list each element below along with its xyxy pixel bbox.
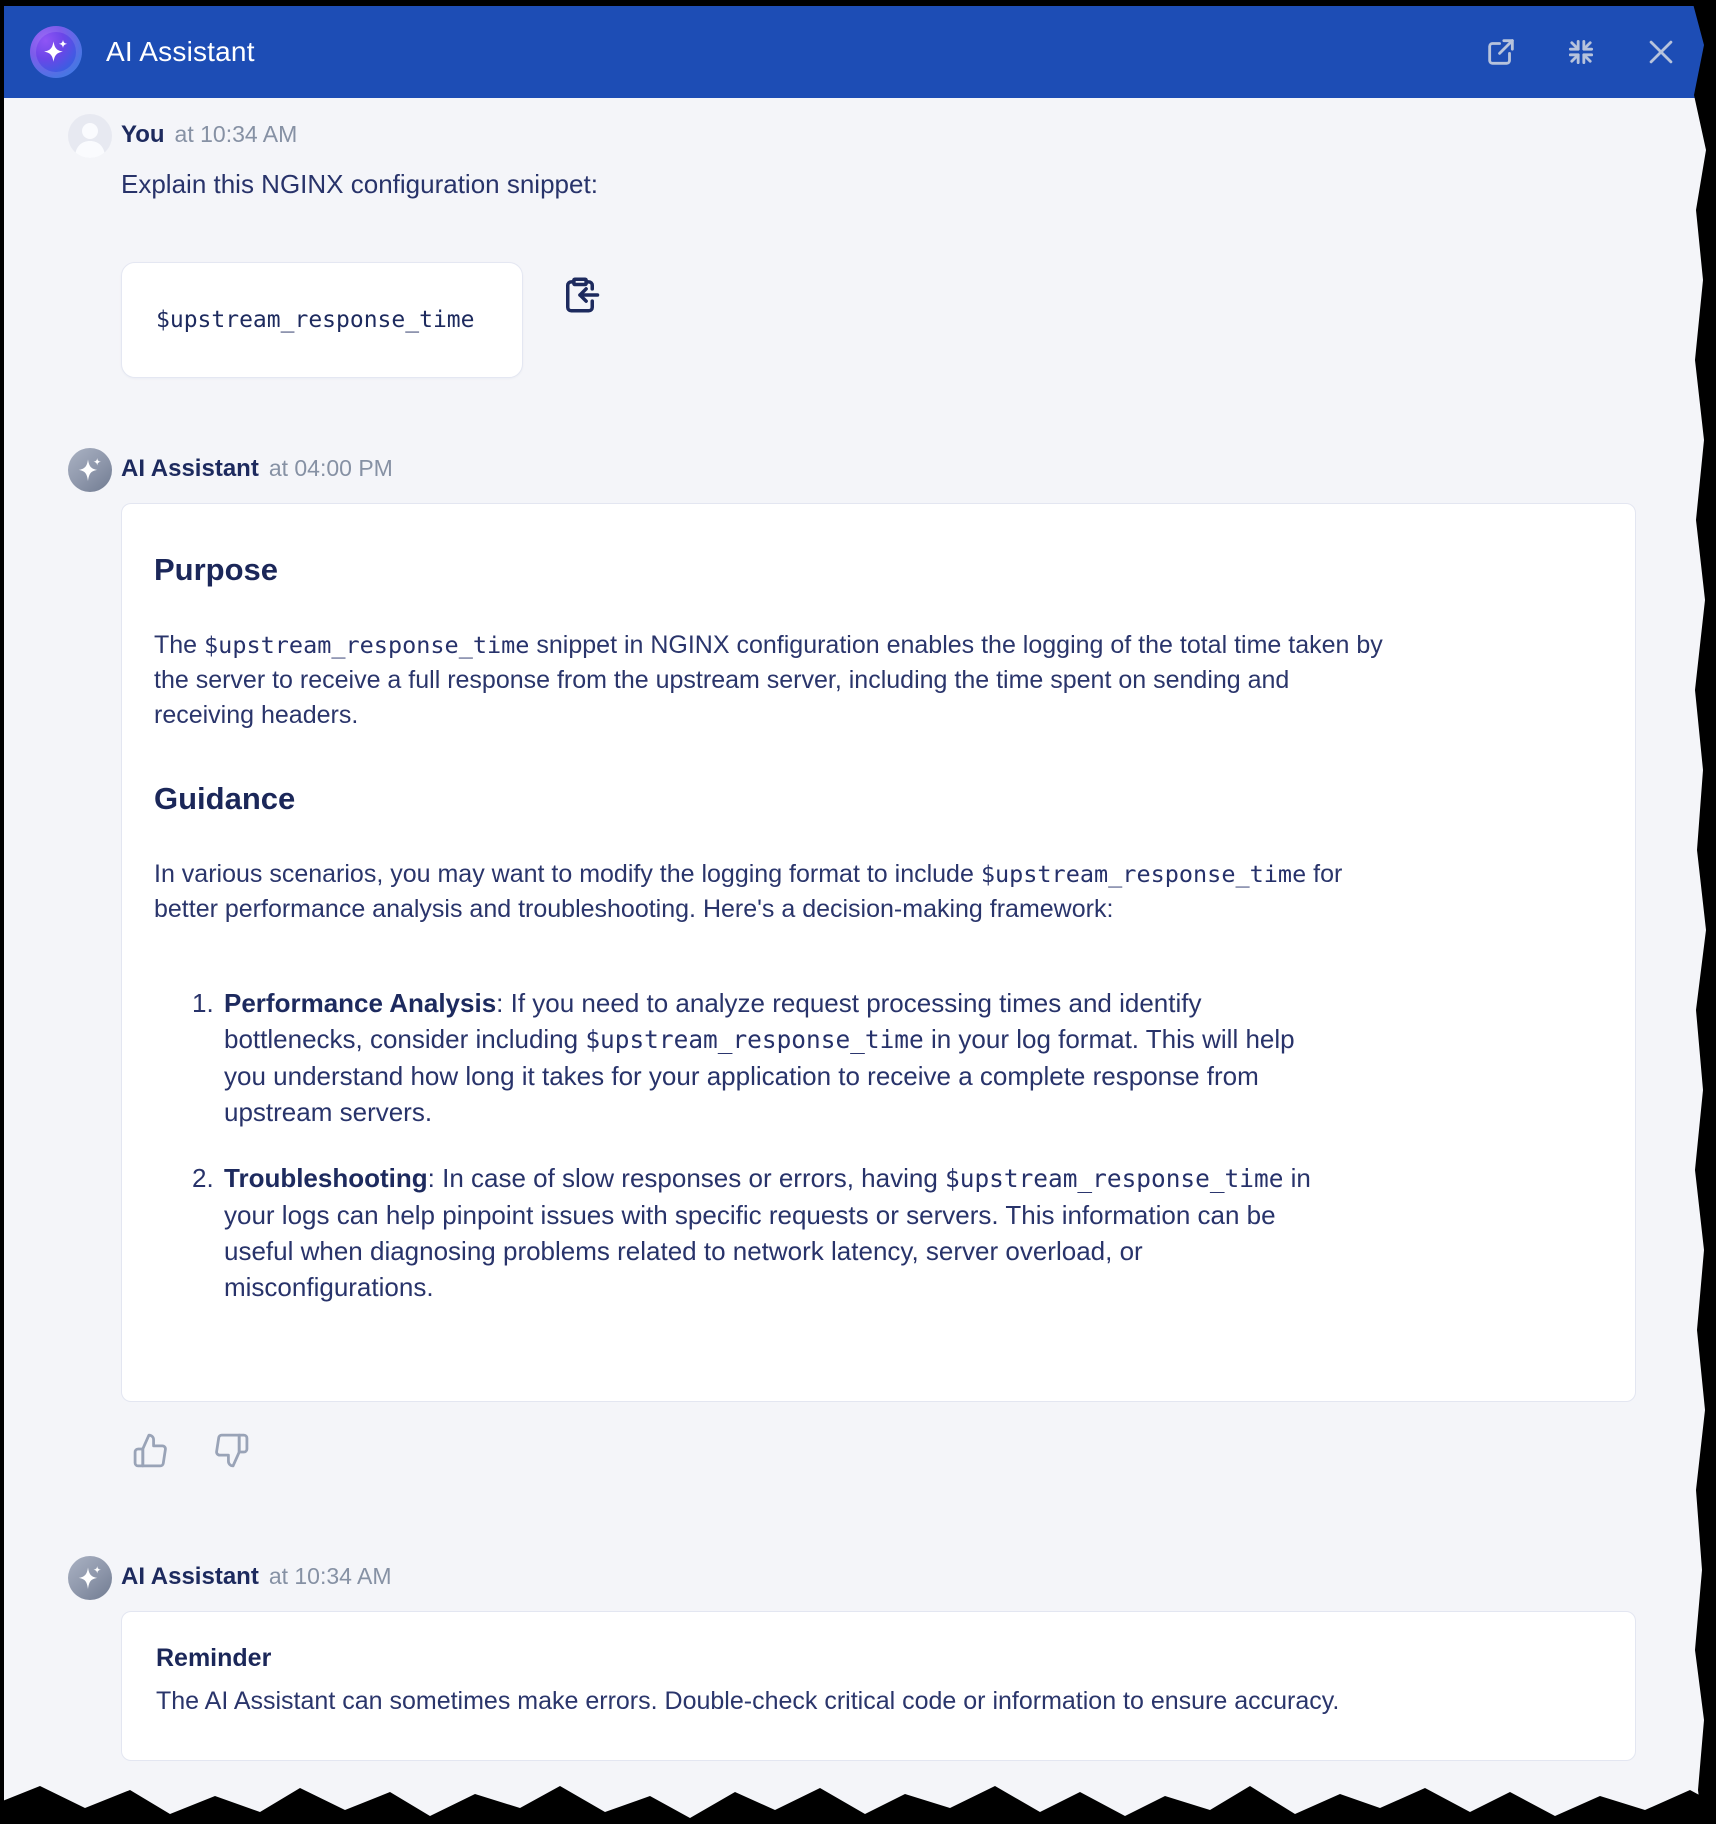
sparkle-icon [74, 1562, 106, 1594]
code-snippet-box [121, 262, 523, 378]
message-timestamp: at 04:00 PM [268, 455, 393, 481]
list-item [192, 1160, 1589, 1305]
author-name: AI Assistant [121, 1563, 259, 1590]
assistant-avatar [68, 448, 112, 492]
message-meta [121, 1556, 1708, 1591]
list-item-number: 1. [192, 988, 214, 1018]
person-icon [68, 114, 112, 158]
header-title: AI Assistant [106, 36, 255, 67]
assistant-response-card [121, 503, 1636, 1402]
reminder-message [68, 1556, 1708, 1761]
collapse-icon[interactable] [1562, 33, 1600, 71]
assistant-message [68, 448, 1708, 1472]
guidance-paragraph: In various scenarios, you may want to modify the logging format to include $upstream_response_time for better performance analysis and troubleshooting. Here's a decision-making framework: [154, 860, 1343, 923]
author-name: You [121, 121, 165, 148]
code-snippet-row [121, 262, 1708, 378]
guidance-heading: Guidance [154, 781, 296, 816]
purpose-heading: Purpose [154, 552, 279, 587]
chat-area [4, 98, 1708, 1761]
user-question-text: Explain this NGINX configuration snippet: [121, 169, 598, 199]
header [4, 6, 1708, 98]
inline-code: $upstream_response_time [945, 1164, 1284, 1193]
header-actions [1482, 33, 1680, 71]
thumbs-up-icon[interactable] [132, 1432, 169, 1472]
reminder-text: The AI Assistant can sometimes make errors. Double-check critical code or information to ensure accuracy. [156, 1687, 1340, 1715]
decision-framework-list [192, 985, 1589, 1305]
reminder-heading: Reminder [156, 1644, 272, 1672]
open-new-window-icon[interactable] [1482, 33, 1520, 71]
inline-code: $upstream_response_time [585, 1025, 924, 1054]
list-item-number: 2. [192, 1163, 214, 1193]
user-avatar [68, 114, 112, 158]
author-name: AI Assistant [121, 455, 259, 482]
sparkle-icon [74, 454, 106, 486]
message-meta [121, 114, 1708, 149]
user-message [68, 114, 1708, 448]
sparkle-icon [41, 37, 71, 67]
ai-assistant-logo [30, 26, 82, 78]
message-timestamp: at 10:34 AM [268, 1563, 392, 1589]
purpose-paragraph: The $upstream_response_time snippet in NGINX configuration enables the logging of the total time taken by the server to receive a full response from the upstream server, including the time spent on sending and receiving headers. [154, 631, 1383, 729]
reminder-card [121, 1611, 1636, 1761]
inline-code: $upstream_response_time [204, 631, 530, 659]
assistant-avatar [68, 1556, 112, 1600]
code-snippet-text: $upstream_response_time [156, 307, 475, 333]
close-icon[interactable] [1642, 33, 1680, 71]
list-item-text: Performance Analysis: If you need to analyze request processing times and identify bottlenecks, consider including $upstream_response_time in your log format. This will help you understand how long it takes for your application to receive a complete response from upstream servers. [224, 988, 1295, 1127]
inline-code: $upstream_response_time [980, 860, 1307, 888]
message-meta [121, 448, 1708, 483]
thumbs-down-icon[interactable] [213, 1432, 250, 1472]
paste-clipboard-icon[interactable] [559, 274, 601, 319]
app-window [4, 6, 1708, 1824]
feedback-row [132, 1432, 1708, 1472]
list-item [192, 985, 1589, 1130]
message-timestamp: at 10:34 AM [174, 121, 298, 147]
list-item-text: Troubleshooting: In case of slow responses or errors, having $upstream_response_time in your logs can help pinpoint issues with specific requests or servers. This information can be useful when diagnosing problems related to network latency, server overload, or misconfigurations. [224, 1163, 1311, 1302]
